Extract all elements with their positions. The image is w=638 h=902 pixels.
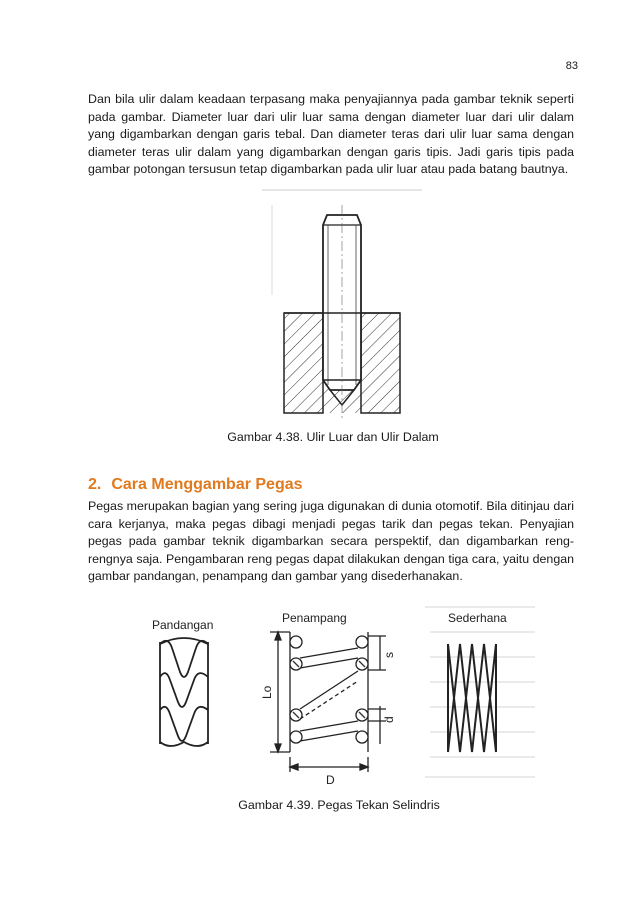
page-number: 83 — [565, 60, 578, 72]
label-view: Pandangan — [152, 618, 214, 632]
label-simplified: Sederhana — [448, 611, 507, 625]
dim-s: s — [382, 652, 396, 658]
dim-d: d — [382, 716, 396, 723]
figure-thread-drawing — [252, 185, 432, 425]
block-right-hatch — [361, 313, 400, 413]
dim-D: D — [326, 773, 335, 787]
block-left-hatch — [284, 313, 323, 413]
figure-spring-drawing — [130, 602, 540, 792]
label-section: Penampang — [282, 611, 347, 625]
paragraph-springs: Pegas merupakan bagian yang sering juga digunakan di dunia otomotif. Bila ditinjau dari cara kerjanya, maka pegas dibagi menjadi pegas tarik dan pegas tekan. Penyajian pegas pada gambar teknik digambarkan secara perspektif, dan digambarkan reng-rengnya saja. Pengambaran reng pegas dapat dilakukan dengan tiga cara, yaitu dengan gambar pandangan, penampang dan gambar yang disederhanakan. — [88, 499, 574, 584]
figure-caption-4-39: Gambar 4.39. Pegas Tekan Selindris — [238, 798, 440, 812]
spring-simplified — [448, 644, 496, 752]
spring-section — [270, 632, 386, 772]
figure-caption-4-38: Gambar 4.38. Ulir Luar dan Ulir Dalam — [227, 430, 439, 444]
dim-lo: Lo — [260, 685, 274, 699]
spring-view — [160, 638, 208, 746]
section-heading — [88, 476, 303, 494]
section-number: 2. — [88, 476, 102, 493]
paragraph-thread-assembly: Dan bila ulir dalam keadaan terpasang maka penyajiannya pada gambar teknik seperti pada gambar. Diameter luar dari ulir luar sama dengan diameter luar dari ulir dalam yang digambarkan dengan garis tebal. Dan diameter teras dari ulir luar sama dengan diameter teras ulir dalam yang digambarkan dengan garis tipis. Jadi garis tipis pada gambar potongan tersusun tetap digambarkan pada ulir luar atau pada batang bautnya. — [88, 92, 574, 177]
section-title: Cara Menggambar Pegas — [111, 476, 303, 493]
